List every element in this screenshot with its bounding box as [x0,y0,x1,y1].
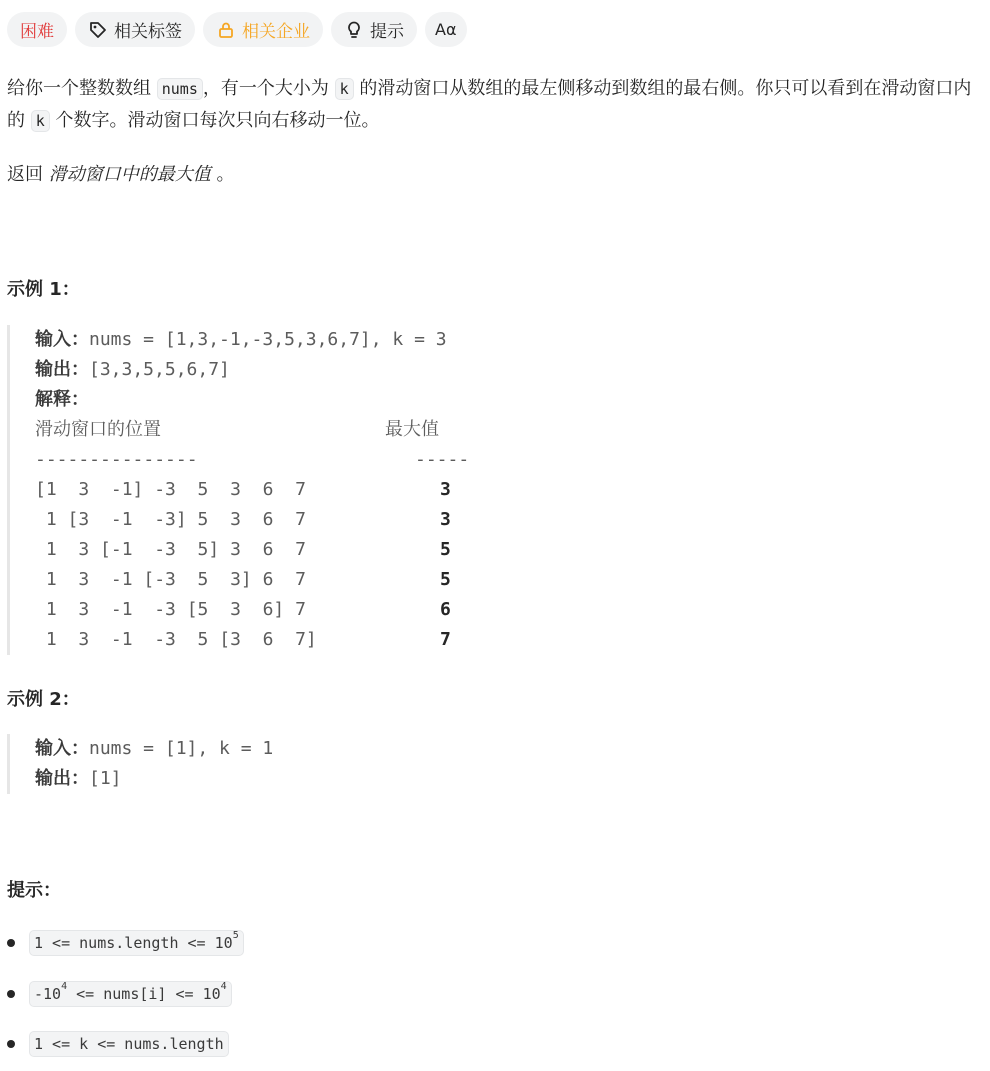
desc-text: 的滑动窗口从数组的最左侧移动到数组的最右侧。你只可以看到在滑动窗口内的 [7,78,972,131]
difficulty-label: 困难 [20,22,54,42]
example-1-block [7,325,470,655]
window-table-rule [35,445,470,475]
row-max: 5 [440,539,451,560]
constraint-text: -10 [34,985,62,1003]
output-value: [3,3,5,5,6,7] [89,359,230,380]
list-item [7,930,244,956]
example-1-title: 示例 1： [7,279,80,300]
row-max: 5 [440,569,451,590]
return-emphasis: 滑动窗口中的最大值 [48,164,211,185]
output-label: 输出： [35,359,89,380]
constraint-exponent: 5 [232,930,239,941]
rule-max: ----- [415,449,470,470]
example-2-title: 示例 2： [7,689,80,710]
row-window: 1 [3 -1 -3] 5 3 6 7 [35,509,306,530]
constraint-text: 1 <= nums.length <= 10 [34,934,233,952]
header-max: 最大值 [385,419,439,440]
table-row [35,535,451,565]
related-companies-label: 相关企业 [242,22,310,42]
row-window: 1 3 -1 [-3 5 3] 6 7 [35,569,306,590]
return-statement [7,160,234,186]
bullet-icon [7,939,15,947]
output-value: [1] [89,768,122,789]
row-window: [1 3 -1] -3 5 3 6 7 [35,479,306,500]
bullet-icon [7,990,15,998]
hints-label: 提示 [370,22,404,42]
problem-description [7,73,982,137]
inline-code-nums: nums [157,78,203,100]
example-1-input [35,325,447,355]
header-window: 滑动窗口的位置 [35,419,161,440]
inline-code-k: k [31,110,50,132]
return-text: 返回 [7,164,49,185]
row-max: 7 [440,629,451,650]
row-window: 1 3 -1 -3 [5 3 6] 7 [35,599,306,620]
lightbulb-icon [344,20,364,40]
constraints-list [7,930,407,1070]
example-1-output [35,355,447,385]
constraint-code [29,1031,229,1057]
explain-label: 解释： [35,389,89,410]
desc-text: ，有一个大小为 [202,78,335,99]
table-row [35,475,451,505]
row-max: 6 [440,599,451,620]
table-row [35,625,451,655]
row-max: 3 [440,479,451,500]
constraint-exponent: 4 [220,981,227,992]
difficulty-badge [7,12,67,47]
window-table-header [35,415,447,445]
output-label: 输出： [35,768,89,789]
table-row [35,505,451,535]
row-window: 1 3 [-1 -3 5] 3 6 7 [35,539,306,560]
constraint-text: 1 <= k <= nums.length [34,1035,224,1053]
list-item [7,1031,229,1057]
row-max: 3 [440,509,451,530]
example-2-output [35,764,273,794]
hints-button[interactable] [331,12,417,47]
desc-text: 个数字。滑动窗口每次只向右移动一位。 [49,110,380,131]
inline-code-k: k [335,78,354,100]
table-row [35,595,451,625]
font-toggle-icon: Aα [435,20,457,39]
input-label: 输入： [35,738,89,759]
table-row [35,565,451,595]
row-window: 1 3 -1 -3 5 [3 6 7] [35,629,317,650]
example-1-explain [35,385,447,415]
tag-bar [7,12,467,47]
return-text: 。 [210,164,235,185]
constraint-exponent: 4 [61,981,68,992]
input-value: nums = [1,3,-1,-3,5,3,6,7], k = 3 [89,329,447,350]
lock-icon [216,20,236,40]
desc-text: 给你一个整数数组 [7,78,157,99]
input-value: nums = [1], k = 1 [89,738,274,759]
related-tags-button[interactable] [75,12,195,47]
constraint-code [29,981,232,1007]
constraints-title: 提示： [7,880,61,901]
constraint-code [29,930,244,956]
tag-icon [88,20,108,40]
constraint-text: <= nums[i] <= 10 [67,985,221,1003]
list-item [7,981,232,1007]
related-companies-button[interactable] [203,12,323,47]
example-2-input [35,734,273,764]
example-2-block [7,734,273,794]
bullet-icon [7,1040,15,1048]
input-label: 输入： [35,329,89,350]
rule-window: --------------- [35,449,198,470]
font-size-toggle[interactable] [425,12,467,47]
related-tags-label: 相关标签 [114,22,182,42]
